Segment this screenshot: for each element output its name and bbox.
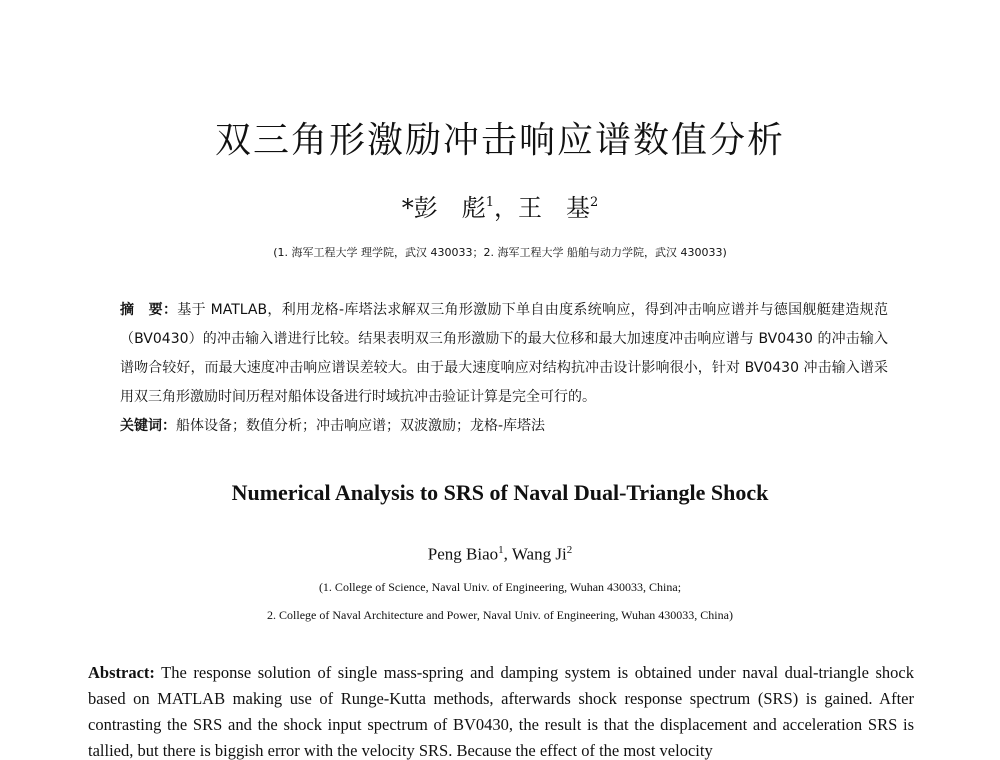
author-2-zh: 王 基 — [518, 194, 590, 222]
english-abstract — [88, 660, 914, 760]
chinese-keywords — [120, 412, 888, 441]
english-abstract-text: The response solution of single mass-spring and damping system is obtained under naval dual-triangle shock based on MATLAB making use of Runge-Kutta methods, afterwards shock response spectrum (SRS) is gained. After contrasting the SRS and the shock input spectrum of BV0430, the result is that the displacement and acceleration SRS is tallied, but there is biggish error with the velocity SRS. Because the effect of the most velocity — [88, 663, 914, 760]
author-1-en-affil-mark: 1 — [498, 544, 504, 556]
chinese-title: 双三角形激励冲击响应谱数值分析 — [214, 120, 785, 161]
english-authors — [0, 544, 1000, 565]
author-separator-zh: ， — [494, 194, 518, 222]
english-abstract-label: Abstract: — [88, 663, 155, 682]
chinese-abstract-text: 基于 MATLAB，利用龙格-库塔法求解双三角形激励下单自由度系统响应，得到冲击响应谱并与德国舰艇建造规范（BV0430）的冲击输入谱进行比较。结果表明双三角形激励下的最大位移和最大加速度冲击响应谱与 BV0430 的冲击输入谱吻合较好，而最大速度冲击响应谱误差较大。由于最大速度响应对结构抗冲击设计影响很小，针对 BV0430 冲击输入谱采用双三角形激励时间历程对船体设备进行时域抗冲击验证计算是完全可行的。 — [120, 302, 888, 405]
author-1-zh: *彭 彪 — [401, 194, 486, 222]
chinese-authors — [0, 188, 1000, 223]
chinese-keywords-text: 船体设备；数值分析；冲击响应谱；双波激励；龙格-库塔法 — [176, 418, 546, 434]
english-affiliation-1: (1. College of Science, Naval Univ. of Engineering, Wuhan 430033, China; — [318, 580, 682, 594]
author-1-zh-affil-mark: 1 — [485, 195, 494, 210]
chinese-affiliation: (1. 海军工程大学 理学院，武汉 430033；2. 海军工程大学 船舶与动力学院，武汉 430033) — [273, 246, 727, 259]
english-title: Numerical Analysis to SRS of Naval Dual-Triangle Shock — [231, 480, 769, 505]
english-affiliation-2: 2. College of Naval Architecture and Power, Naval Univ. of Engineering, Wuhan 430033, China) — [267, 608, 733, 622]
author-separator-en: , — [503, 544, 512, 564]
chinese-abstract — [120, 296, 888, 412]
chinese-keywords-label: 关键词： — [120, 418, 176, 434]
author-2-en-affil-mark: 2 — [566, 544, 573, 556]
chinese-abstract-label: 摘 要： — [120, 302, 178, 318]
author-2-zh-affil-mark: 2 — [590, 195, 599, 210]
author-2-en: Wang Ji — [511, 544, 567, 564]
author-1-en: Peng Biao — [427, 544, 499, 564]
